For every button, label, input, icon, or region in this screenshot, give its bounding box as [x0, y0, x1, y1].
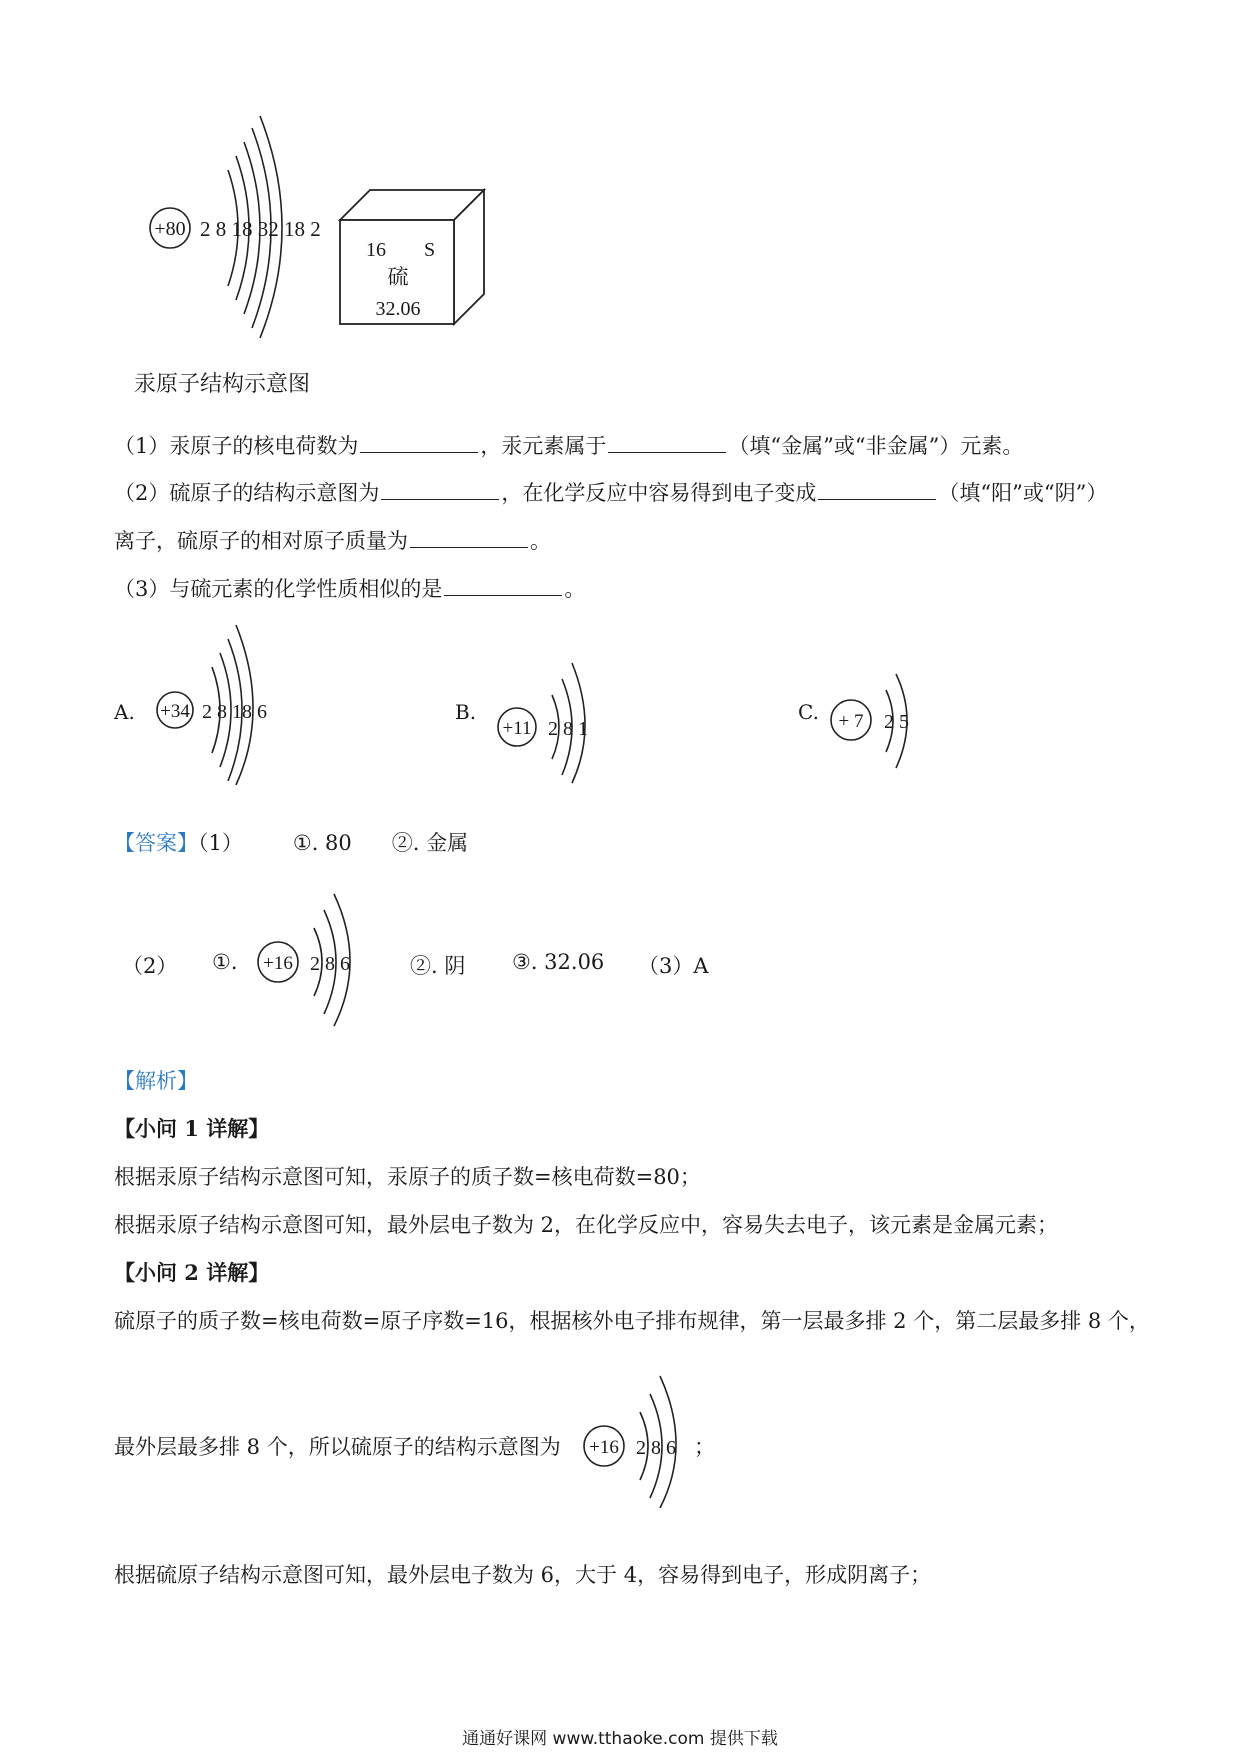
- analysis-line-4-end: ；: [694, 1435, 715, 1459]
- answer-sulfur-atom-diagram: [252, 888, 382, 1028]
- mercury-shells: 2 8 18 32 18 2: [200, 217, 321, 241]
- mercury-nucleus: +80: [154, 218, 186, 240]
- tile-mass: 32.06: [375, 298, 421, 320]
- option-b-shells: 2 8 1: [548, 718, 588, 740]
- q3-text-b: 。: [564, 577, 586, 601]
- question-1: [114, 431, 1023, 461]
- analysis-heading-1: 【小问 1 详解】: [114, 1116, 270, 1141]
- q1-text-b: ，汞元素属于: [480, 434, 607, 458]
- answer-p2-nucleus: +16: [263, 953, 293, 974]
- analysis-tag: 【解析】: [114, 1069, 198, 1093]
- answer-p2-b: ②. 阴: [410, 954, 466, 978]
- option-c-atom-diagram: [826, 660, 936, 780]
- option-b-nucleus: +11: [502, 718, 532, 739]
- mercury-atom-diagram: [140, 108, 340, 338]
- q1-text-c: （填“金属”或“非金属”）元素。: [728, 434, 1024, 458]
- answer-tag: 【答案】: [114, 831, 198, 855]
- answer-line-1: [114, 828, 468, 858]
- q2-text-d: 离子，硫原子的相对原子质量为: [114, 529, 408, 553]
- answer-p1-b: ②. 金属: [391, 831, 469, 855]
- option-a-label: A.: [114, 700, 135, 724]
- analysis-s-shells: 2 8 6: [636, 1437, 676, 1459]
- sulfur-element-tile: [338, 188, 488, 328]
- q1-blank-2: [608, 432, 726, 453]
- q1-blank-1: [360, 432, 478, 453]
- option-a-atom-diagram: [150, 615, 300, 785]
- analysis-sulfur-atom-diagram: [578, 1370, 708, 1510]
- q1-text-a: （1）汞原子的核电荷数为: [114, 434, 359, 458]
- answer-p1-a: ①. 80: [292, 831, 352, 855]
- q3-blank-1: [444, 575, 562, 596]
- answer-p2-a: ①.: [212, 950, 238, 974]
- analysis-line-5: 根据硫原子结构示意图可知，最外层电子数为 6，大于 4，容易得到电子，形成阴离子；: [114, 1563, 932, 1587]
- answer-p3: （3）A: [638, 954, 709, 978]
- answer-p2-shells: 2 8 6: [310, 953, 350, 975]
- answer-p2-c: ③. 32.06: [512, 950, 605, 974]
- tile-atomic-number: 16: [366, 239, 386, 261]
- option-b-label: B.: [455, 700, 477, 724]
- answer-p1-label: （1）: [198, 831, 243, 855]
- question-3: [114, 574, 585, 604]
- q3-text-a: （3）与硫元素的化学性质相似的是: [114, 577, 443, 601]
- option-a-nucleus: +34: [160, 701, 190, 722]
- answer-p2-label: （2）: [122, 954, 178, 978]
- q2-blank-3: [410, 527, 528, 548]
- option-a-shells: 2 8 18 6: [202, 701, 267, 723]
- question-2-cont: [114, 526, 551, 556]
- q2-blank-2: [818, 479, 936, 500]
- mercury-caption: 汞原子结构示意图: [134, 372, 311, 397]
- q2-text-e: 。: [530, 529, 551, 553]
- analysis-line-4: 最外层最多排 8 个，所以硫原子的结构示意图为: [114, 1435, 561, 1459]
- q2-blank-1: [381, 479, 499, 500]
- analysis-s-nucleus: +16: [589, 1437, 619, 1458]
- analysis-line-1: 根据汞原子结构示意图可知，汞原子的质子数=核电荷数=80；: [114, 1165, 701, 1189]
- q2-text-c: （填“阳”或“阴”）: [938, 481, 1108, 505]
- option-c-nucleus: + 7: [838, 711, 864, 732]
- analysis-line-3: 硫原子的质子数=核电荷数=原子序数=16，根据核外电子排布规律，第一层最多排 2 个，第二层最多排 8 个，: [114, 1309, 1150, 1333]
- question-2: [114, 478, 1107, 508]
- q2-text-b: ，在化学反应中容易得到电子变成: [501, 481, 817, 505]
- analysis-heading-2: 【小问 2 详解】: [114, 1260, 270, 1285]
- option-c-shells: 2 5: [884, 711, 909, 733]
- tile-name: 硫: [387, 265, 409, 289]
- option-b-atom-diagram: [490, 645, 620, 785]
- q2-text-a: （2）硫原子的结构示意图为: [114, 481, 380, 505]
- option-c-label: C.: [798, 700, 819, 724]
- tile-symbol: S: [424, 239, 436, 261]
- analysis-line-2: 根据汞原子结构示意图可知，最外层电子数为 2，在化学反应中，容易失去电子，该元素是金属元素；: [114, 1213, 1059, 1237]
- page-footer: 通通好课网 www.tthaoke.com 提供下载: [462, 1729, 778, 1749]
